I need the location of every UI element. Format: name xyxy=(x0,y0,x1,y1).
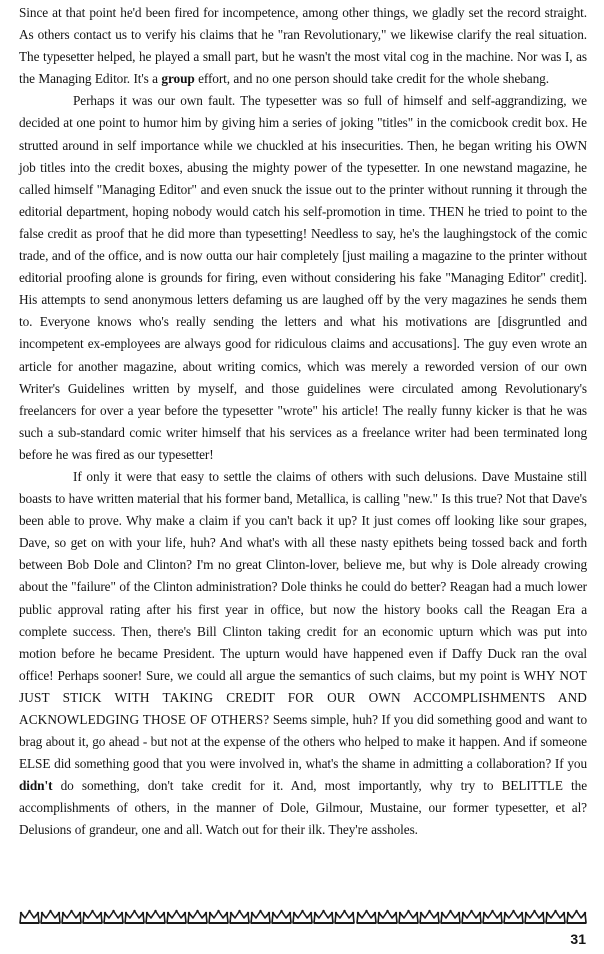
crown-icon xyxy=(482,909,503,925)
crown-icon xyxy=(208,909,229,925)
crown-icon xyxy=(356,909,377,925)
crown-icon xyxy=(61,909,82,925)
crown-icon xyxy=(461,909,482,925)
crown-icon xyxy=(566,909,587,925)
paragraph-3-caps: WHY NOT JUST STICK WITH TAKING CREDIT FOR OUR OWN ACCOMPLISHMENTS AND ACKNOWLEDGING THOSE OF OTHERS? xyxy=(19,667,587,727)
paragraph-3-text-a: If only it were that easy to settle the claims of others with such delusions. Dave Mustaine still boasts to have written material that his former band, Metallica, is calling "new." Is this true? Not that Dave's been able to prove. Why make a claim if you can't back it up? It just comes off looking like sour grapes, Dave, so get on with your life, huh? And what's with all these nasty epithets being tossed back and forth between Bob Dole and Clinton? I'm no great Clinton-lover, believe me, but why is Dole already crowing about the "failure" of the Clinton administration? Dole thinks he could do better? Reagan had a much lower public approval rating after his first year in office, but now the history books call the Reagan Era a complete success. Then, there's Bill Clinton taking credit for an economic upturn which was put into motion before he became President. The upturn would have happened even if Daffy Duck ran the oval office! Perhaps sooner! Sure, we could all argue the semantics of such claims, but my point is xyxy=(19,468,587,683)
page-number: 31 xyxy=(570,931,586,947)
crown-ornament-border xyxy=(19,909,587,925)
crown-icon xyxy=(334,909,355,925)
crown-icon xyxy=(398,909,419,925)
paragraph-2: Perhaps it was our own fault. The typesetter was so full of himself and self-aggrandizing, we decided at one point to humor him by giving him a series of joking "titles" in the comicbook credit box. He strutted around in self importance while we chuckled at his insecurities. Then, he began writing his OWN job titles into the credit boxes, abusing the mighty power of the typesetter. In one newstand magazine, he called himself "Managing Editor" and even snuck the issue out to the printer without running it through the editorial department, hoping nobody would catch his self-promotion in time. THEN he tried to point to the false credit as proof that he did more than typesetting! Needless to say, he's the laughingstock of the comic trade, and of the office, and is now outta our hair completely [just mailing a magazine to the printer without editorial proofing alone is grounds for firing, even without considering his fake "Managing Editor" credit]. His attempts to send anonymous letters defaming us are laughed off by the very magazines he sends them to. Everyone knows who's really sending the letters and what his motivations are [disgruntled and incompetent ex-employees are always good for ridiculous claims and accusations]. The guy even wrote an article for another magazine, about writing comics, which was merely a reworded version of our own Writer's Guidelines written by myself, and those guidelines were circulated among Revolutionary's freelancers for over a year before the typesetter "wrote" his article! The really funny kicker is that he was such a sub-standard comic writer himself that his services as a freelance writer had been terminated long before he was fired as our typesetter! xyxy=(19,93,587,462)
paragraph-1-end: effort, and no one person should take credit for the whole shebang. xyxy=(194,71,549,87)
crown-icon xyxy=(545,909,566,925)
paragraph-1 xyxy=(19,2,587,90)
crown-icon xyxy=(292,909,313,925)
paragraph-1-text: Since at that point he'd been fired for incompetence, among other things, we gladly set the record straight. As others contact us to verify his claims that he "ran Revolutionary," we likewise clarify the real situation. The typesetter helped, he played a small part, but he wasn't the most vital cog in the machine. Nor was I, as the Managing Editor. It's a xyxy=(19,5,587,87)
paragraph-3-text-b: Seems simple, huh? If you did something good and want to brag about it, go ahead - but not at the expense of the others who helped to make it happen. And if someone ELSE did something good that you were involved in, what's the shame in admitting a collaboration? If you xyxy=(19,712,588,772)
crown-icon xyxy=(40,909,61,925)
crown-icon xyxy=(419,909,440,925)
crown-icon xyxy=(19,909,40,925)
crown-icon xyxy=(103,909,124,925)
crown-icon xyxy=(82,909,103,925)
crown-icon xyxy=(440,909,461,925)
crown-icon xyxy=(313,909,334,925)
emphasis-group: group xyxy=(161,71,195,87)
crown-icon xyxy=(229,909,250,925)
crown-icon xyxy=(524,909,545,925)
emphasis-didnt: didn't xyxy=(19,778,53,794)
paragraph-3-text-c: do something, don't take credit for it. And, most importantly, why try to BELITTLE the accomplishments of others, in the manner of Dole, Gilmour, Mustaine, our former typesetter, et al? Delusions of grandeur, one and all. Watch out for their ilk. They're assholes. xyxy=(19,778,587,838)
crown-icon xyxy=(187,909,208,925)
crown-icon xyxy=(271,909,292,925)
crown-icon xyxy=(250,909,271,925)
paragraph-3 xyxy=(19,466,587,842)
crown-icon xyxy=(377,909,398,925)
crown-icon xyxy=(166,909,187,925)
article-body xyxy=(19,2,587,842)
crown-icon xyxy=(124,909,145,925)
crown-icon xyxy=(503,909,524,925)
crown-icon xyxy=(145,909,166,925)
